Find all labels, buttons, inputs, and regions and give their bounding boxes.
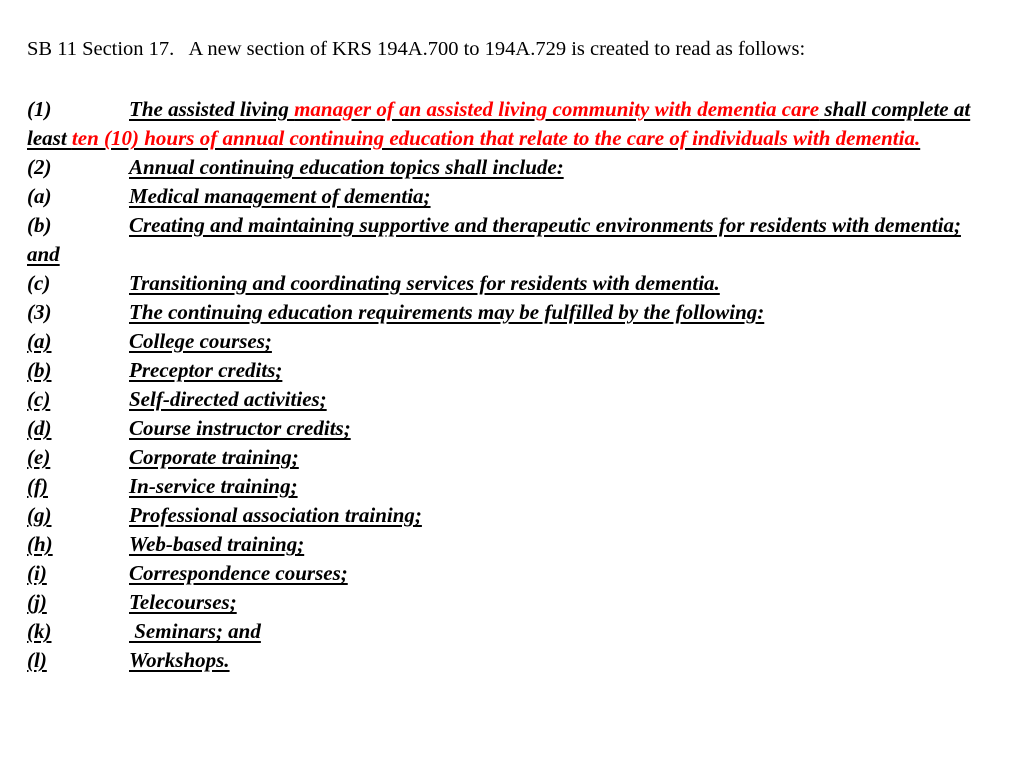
paragraph-1-label: (1) bbox=[27, 97, 52, 121]
requirement-item bbox=[27, 530, 993, 559]
requirement-item bbox=[27, 385, 993, 414]
section-heading: SB 11 Section 17. A new section of KRS 194A.700 to 194A.729 is created to read as follows: bbox=[27, 38, 806, 60]
requirement-text: Preceptor credits; bbox=[129, 358, 283, 382]
topic-label: (a) bbox=[27, 184, 52, 208]
requirement-label: (c) bbox=[27, 387, 51, 411]
requirement-text: Telecourses; bbox=[129, 590, 237, 614]
requirement-item bbox=[27, 327, 993, 356]
paragraph-2 bbox=[27, 153, 993, 182]
requirement-text: Seminars; and bbox=[129, 619, 261, 643]
requirement-text: Correspondence courses; bbox=[129, 561, 348, 585]
paragraph-2-text: Annual continuing education topics shall include: bbox=[129, 155, 564, 179]
requirement-item bbox=[27, 588, 993, 617]
paragraph-1-amendment-a: manager of an assisted living community with dementia care bbox=[294, 97, 820, 121]
requirement-item bbox=[27, 443, 993, 472]
requirement-item bbox=[27, 617, 993, 646]
topic-item bbox=[27, 182, 993, 211]
requirement-item bbox=[27, 501, 993, 530]
paragraph-3-label: (3) bbox=[27, 300, 52, 324]
topic-item bbox=[27, 211, 993, 269]
requirement-label: (k) bbox=[27, 619, 52, 643]
topic-text: Creating and maintaining supportive and therapeutic environments for residents with dementia; and bbox=[27, 213, 961, 266]
topic-item bbox=[27, 269, 993, 298]
requirement-item bbox=[27, 356, 993, 385]
paragraph-3 bbox=[27, 298, 993, 327]
requirement-item bbox=[27, 472, 993, 501]
requirement-label: (h) bbox=[27, 532, 53, 556]
paragraph-1 bbox=[27, 95, 993, 153]
paragraph-2-label: (2) bbox=[27, 155, 52, 179]
requirement-label: (j) bbox=[27, 590, 47, 614]
requirement-text: Workshops. bbox=[129, 648, 230, 672]
requirement-label: (l) bbox=[27, 648, 47, 672]
requirement-item bbox=[27, 414, 993, 443]
paragraph-1-text-a: The assisted living bbox=[129, 97, 295, 121]
paragraph-1-amendment-b: ten (10) hours of annual continuing education that relate to the care of individuals with dementia. bbox=[71, 126, 921, 150]
requirement-item bbox=[27, 559, 993, 588]
paragraph-3-text: The continuing education requirements may be fulfilled by the following: bbox=[129, 300, 765, 324]
requirement-label: (b) bbox=[27, 358, 52, 382]
requirement-text: College courses; bbox=[129, 329, 272, 353]
requirement-label: (e) bbox=[27, 445, 51, 469]
requirement-text: Corporate training; bbox=[129, 445, 299, 469]
requirement-text: Self-directed activities; bbox=[129, 387, 327, 411]
requirement-label: (f) bbox=[27, 474, 48, 498]
requirement-item bbox=[27, 646, 993, 675]
requirement-label: (g) bbox=[27, 503, 52, 527]
requirement-label: (a) bbox=[27, 329, 52, 353]
requirement-text: Course instructor credits; bbox=[129, 416, 351, 440]
paragraph-1-text-b: shall complete at least bbox=[27, 97, 971, 150]
requirement-text: Web-based training; bbox=[129, 532, 305, 556]
statute-body bbox=[27, 95, 993, 675]
topic-label: (b) bbox=[27, 213, 52, 237]
requirements-list bbox=[27, 327, 993, 675]
topic-text: Transitioning and coordinating services for residents with dementia. bbox=[129, 271, 720, 295]
topic-label: (c) bbox=[27, 271, 51, 295]
requirement-label: (d) bbox=[27, 416, 52, 440]
requirement-text: Professional association training; bbox=[129, 503, 422, 527]
requirement-label: (i) bbox=[27, 561, 47, 585]
topic-text: Medical management of dementia; bbox=[129, 184, 431, 208]
requirement-text: In-service training; bbox=[129, 474, 298, 498]
